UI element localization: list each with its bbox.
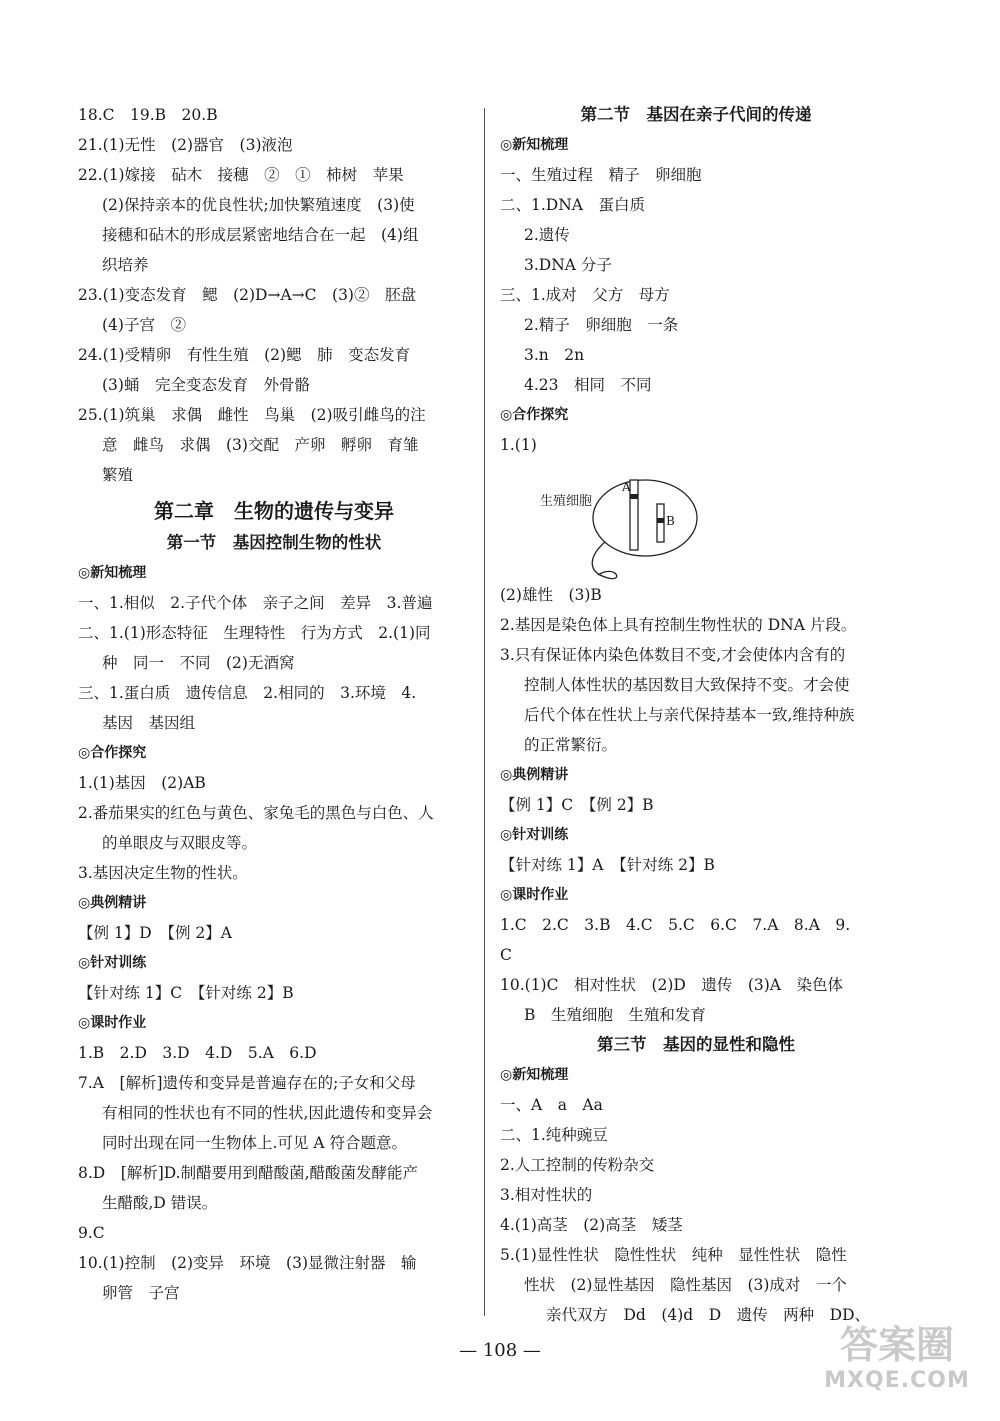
- text-line: 二、1.(1)形态特征 生理特性 行为方式 2.(1)同: [78, 624, 431, 642]
- text-line: 23.(1)变态发育 鳃 (2)D→A→C (3)② 胚盘: [78, 286, 416, 304]
- text-line: 1.C 2.C 3.B 4.C 5.C 6.C 7.A 8.A 9.: [500, 916, 851, 934]
- text-line: 25.(1)筑巢 求偶 雌性 鸟巢 (2)吸引雌鸟的注: [78, 406, 426, 424]
- gene-b-label: B: [666, 514, 675, 528]
- text-line: 后代个体在性状上与亲代保持基本一致,维持种族: [524, 706, 855, 724]
- text-line: 4.(1)高茎 (2)高茎 矮茎: [500, 1216, 683, 1234]
- text-line: 卵管 子宫: [102, 1284, 180, 1302]
- gene-b-band: [657, 518, 664, 523]
- text-line: 2.遗传: [524, 226, 570, 244]
- column-divider: [484, 108, 485, 1316]
- text-line: 2.番茄果实的红色与黄色、家兔毛的黑色与白色、人: [78, 804, 434, 822]
- subsection-heading: ◎典例精讲: [78, 895, 147, 911]
- gene-a-label: A: [622, 480, 631, 494]
- text-line: C: [500, 946, 512, 964]
- subsection-heading: ◎课时作业: [500, 887, 569, 903]
- text-line: 8.D [解析]D.制醋要用到醋酸菌,醋酸菌发酵能产: [78, 1164, 419, 1182]
- subsection-heading: ◎针对训练: [78, 955, 147, 971]
- page-number: — 108 —: [459, 1340, 541, 1361]
- text-line: 22.(1)嫁接 砧木 接穗 ② ① 柿树 苹果: [78, 166, 404, 184]
- text-line: 3.基因决定生物的性状。: [78, 864, 248, 882]
- left-column: [78, 100, 470, 1308]
- text-line: 3.DNA 分子: [524, 256, 612, 274]
- watermark-logo: [812, 1323, 982, 1403]
- text-line: 3.相对性状的: [500, 1186, 593, 1204]
- text-line: 3.只有保证体内染色体数目不变,才会使体内含有的: [500, 646, 846, 664]
- text-line: 5.(1)显性性状 隐性性状 纯种 显性性状 隐性: [500, 1246, 847, 1264]
- text-line: 2.基因是染色体上具有控制生物性状的 DNA 片段。: [500, 616, 857, 634]
- text-line: 24.(1)受精卵 有性生殖 (2)鳃 肺 变态发育: [78, 346, 411, 364]
- text-line: 同时出现在同一生物体上.可见 A 符合题意。: [102, 1134, 407, 1152]
- section-title: 第二节 基因在亲子代间的传递: [580, 105, 812, 124]
- text-line: (4)子宫 ②: [102, 316, 186, 334]
- section-title: 第三节 基因的显性和隐性: [597, 1035, 795, 1054]
- subsection-heading: ◎课时作业: [78, 1015, 147, 1031]
- text-line: 2.精子 卵细胞 一条: [524, 316, 679, 334]
- text-line: 一、生殖过程 精子 卵细胞: [500, 166, 702, 184]
- text-line: 亲代双方 Dd (4)d D 遗传 两种 DD、: [546, 1306, 871, 1324]
- text-line: 1.(1): [500, 436, 537, 454]
- text-line: 4.23 相同 不同: [524, 376, 652, 394]
- text-line: 三、1.成对 父方 母方: [500, 286, 670, 304]
- text-line: 二、1.纯种豌豆: [500, 1126, 608, 1144]
- chapter-title: 第二章 生物的遗传与变异: [154, 499, 394, 523]
- text-line: 10.(1)C 相对性状 (2)D 遗传 (3)A 染色体: [500, 976, 843, 994]
- text-line: 基因 基因组: [102, 714, 196, 732]
- text-line: 二、1.DNA 蛋白质: [500, 196, 645, 214]
- subsection-heading: ◎合作探究: [500, 407, 569, 423]
- text-line: 种 同一 不同 (2)无酒窝: [102, 654, 295, 672]
- text-line: 【针对练 1】C 【针对练 2】B: [78, 984, 294, 1002]
- right-column: [500, 100, 892, 1330]
- text-line: 3.n 2n: [524, 346, 585, 364]
- text-line: 性状 (2)显性基因 隐性基因 (3)成对 一个: [524, 1276, 847, 1294]
- chromosome-long: [630, 480, 638, 550]
- section-title: 第一节 基因控制生物的性状: [166, 533, 382, 552]
- text-line: 【例 1】C 【例 2】B: [500, 796, 654, 814]
- gene-a-band: [630, 494, 638, 499]
- watermark-url: MXQE.COM: [824, 1368, 970, 1393]
- text-line: 【例 1】D 【例 2】A: [78, 924, 232, 942]
- text-line: 1.B 2.D 3.D 4.D 5.A 6.D: [78, 1044, 317, 1062]
- text-line: 控制人体性状的基因数目大致保持不变。才会使: [524, 676, 850, 694]
- subsection-heading: ◎新知梳理: [500, 1067, 569, 1083]
- text-line: 织培养: [102, 256, 149, 274]
- text-line: (2)保持亲本的优良性状;加快繁殖速度 (3)使: [102, 196, 415, 214]
- text-line: 9.C: [78, 1224, 105, 1242]
- text-line: 1.(1)基因 (2)AB: [78, 774, 206, 792]
- text-line: 2.人工控制的传粉杂交: [500, 1156, 655, 1174]
- text-line: (3)蛹 完全变态发育 外骨骼: [102, 376, 310, 394]
- cell-outline: [593, 480, 697, 556]
- text-line: 的单眼皮与双眼皮等。: [102, 834, 258, 852]
- subsection-heading: ◎典例精讲: [500, 767, 569, 783]
- text-line: 意 雌鸟 求偶 (3)交配 产卵 孵卵 育雏: [102, 436, 419, 454]
- text-line: 三、1.蛋白质 遗传信息 2.相同的 3.环境 4.: [78, 684, 417, 702]
- watermark-title: 答案圈: [839, 1323, 954, 1367]
- text-line: 7.A [解析]遗传和变异是普遍存在的;子女和父母: [78, 1074, 416, 1092]
- text-line: 繁殖: [102, 466, 134, 484]
- text-line: 一、A a Aa: [500, 1096, 603, 1114]
- text-line: 一、1.相似 2.子代个体 亲子之间 差异 3.普遍: [78, 594, 433, 612]
- text-line: 生醋酸,D 错误。: [102, 1194, 218, 1212]
- text-line: 【针对练 1】A 【针对练 2】B: [500, 856, 715, 874]
- subsection-heading: ◎新知梳理: [500, 137, 569, 153]
- text-line: 接穗和砧木的形成层紧密地结合在一起 (4)组: [102, 226, 419, 244]
- subsection-heading: ◎合作探究: [78, 745, 147, 761]
- text-line: (2)雄性 (3)B: [500, 586, 602, 604]
- subsection-heading: ◎新知梳理: [78, 565, 147, 581]
- text-line: 有相同的性状也有不同的性状,因此遗传和变异会: [102, 1104, 433, 1122]
- text-line: 18.C 19.B 20.B: [78, 106, 218, 124]
- text-line: 21.(1)无性 (2)器官 (3)液泡: [78, 136, 293, 154]
- text-line: 的正常繁衍。: [524, 736, 618, 754]
- chromosome-figure: [500, 460, 892, 580]
- germ-cell-label: 生殖细胞: [540, 494, 593, 509]
- text-line: 10.(1)控制 (2)变异 环境 (3)显微注射器 输: [78, 1254, 417, 1272]
- text-line: B 生殖细胞 生殖和发育: [524, 1006, 706, 1024]
- germ-cell-diagram: [500, 460, 892, 580]
- subsection-heading: ◎针对训练: [500, 827, 569, 843]
